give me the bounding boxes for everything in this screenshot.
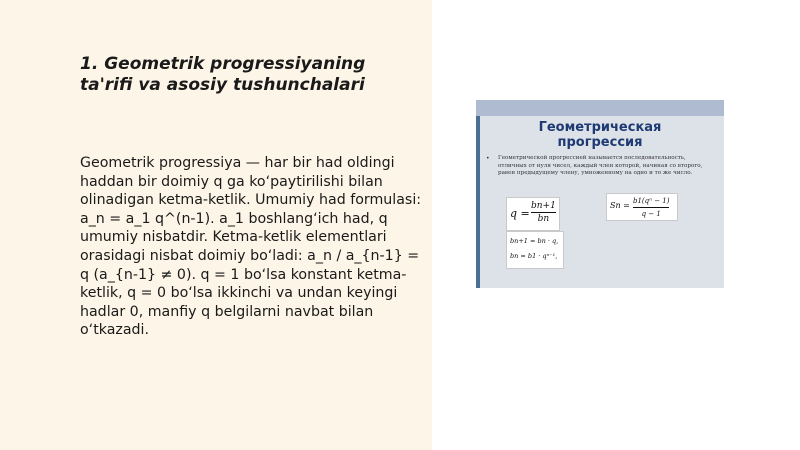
formula-ratio-lhs: q = — [510, 207, 530, 220]
slide-title: 1. Geometrik progressiyaning ta'rifi va asosiy tushunchalari — [80, 54, 366, 95]
formula-sum-denominator: q − 1 — [641, 210, 661, 218]
bullet-icon: • — [486, 155, 490, 162]
formula-sum-lhs: Sn = — [610, 201, 630, 210]
fraction-bar — [531, 212, 556, 213]
slide-definition-text: Геометрической прогрессией называется последовательность, отличных от нуля чисел, каждый член которой, начиная со второго, равен предыдущему члену, умноженному на одно и то же число. — [498, 155, 703, 177]
slide-title-line1: Геометрическая — [538, 120, 662, 135]
slide-image-title — [476, 120, 724, 150]
fraction-bar — [633, 207, 669, 208]
formula-ratio-numerator: bn+1 — [531, 201, 556, 211]
formula-terms — [506, 231, 564, 269]
formula-ratio — [506, 197, 560, 231]
formula-sum — [606, 193, 678, 221]
slide-image — [476, 100, 724, 288]
formula-ratio-denominator: bn — [537, 214, 550, 224]
formula-nth-term: bn = b1 · qⁿ⁻¹, — [510, 252, 558, 260]
slide-top-band — [476, 100, 724, 116]
body-paragraph: Geometrik progressiya — har bir had oldingi haddan bir doimiy q ga ko‘paytirilishi bilan olinadigan ketma-ketlik. Umumiy had formulasi: a_n = a_1 q^(n-1). a_1 boshlang‘ich had, q umumiy nisbatdir. Ketma-ketlik elementlari orasidagi nisbat doimiy bo‘ladi: a_n / a_{n-1} = q (a_{n-1} ≠ 0). q = 1 bo‘lsa konstant ketma-ketlik, q = 0 bo‘lsa ikkinchi va undan keyingi hadlar 0, manfiy q belgilarni navbat bilan o‘tkazadi. — [80, 155, 422, 339]
formula-next-term: bn+1 = bn · q, — [510, 237, 559, 245]
slide-title-line2: прогрессия — [557, 135, 643, 150]
formula-sum-numerator: b1(qⁿ − 1) — [633, 197, 670, 205]
